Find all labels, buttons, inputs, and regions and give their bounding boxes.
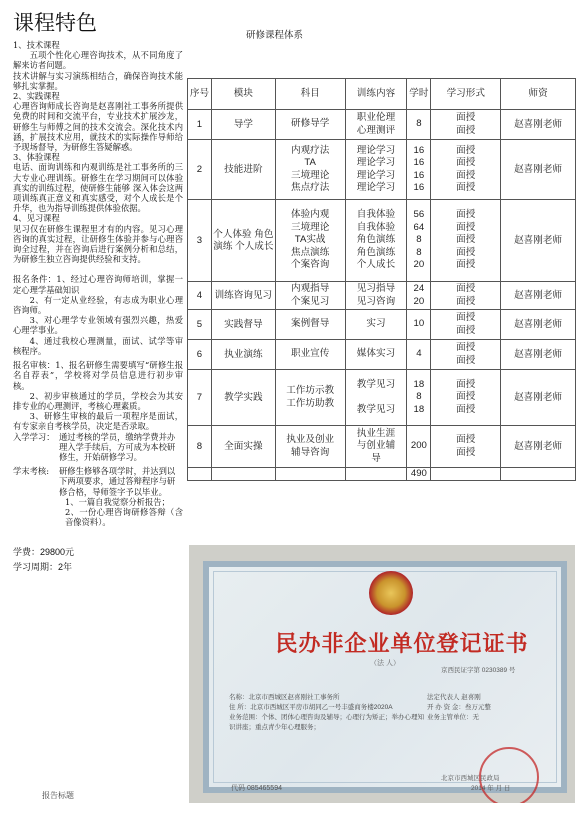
org-address: 住 所：北京市西城区平房市胡同乙一号丰盛商务楼2020A — [229, 704, 393, 711]
cell-subjects: 案例督导 — [275, 310, 345, 340]
table-header-row — [188, 79, 576, 110]
cell-module: 个人体验 角色演练 个人成长 — [211, 200, 275, 282]
cell-subjects: 执业及创业 辅导咨询 — [275, 426, 345, 468]
cell-no: 6 — [188, 340, 212, 370]
curriculum-table — [187, 78, 576, 481]
table-row — [188, 140, 576, 200]
requirement-item: 4、通过我校心理测量，面试、试学等审核程序。 — [13, 335, 183, 356]
registration-certificate-photo — [189, 545, 575, 803]
cell-forms: 面授 面授 面授 面授 — [431, 140, 501, 200]
cell-hours: 18 8 18 — [407, 370, 431, 426]
cell-contents: 自我体验 自我体验 角色演练 角色演练 个人成长 — [345, 200, 407, 282]
cell-hours: 8 — [407, 110, 431, 140]
cell-forms: 面授 面授 面授 — [431, 370, 501, 426]
cell-no: 7 — [188, 370, 212, 426]
section-heading: 3、体验课程 — [13, 152, 60, 163]
table-row — [188, 200, 576, 282]
cell-hours: 24 20 — [407, 282, 431, 310]
header-cell: 科目 — [275, 79, 345, 110]
legal-representative: 法定代表人 赵喜刚 — [427, 694, 481, 701]
table-row — [188, 310, 576, 340]
cell-no: 4 — [188, 282, 212, 310]
requirement-item: 报名条件：1、经过心理咨询师培训，掌握一定心理学基础知识 — [13, 274, 183, 295]
table-row — [188, 370, 576, 426]
header-cell: 训练内容 — [345, 79, 407, 110]
header-cell: 学习形式 — [431, 79, 501, 110]
national-emblem-icon — [369, 571, 413, 615]
graduation-text: 研修生修够各项学时，并达到以下两项要求，通过答辩程序与研修合格，导师签字予以毕业。 — [59, 466, 176, 497]
cell-forms: 面授 面授 面授 面授 面授 — [431, 200, 501, 282]
certificate-title: 民办非企业单位登记证书 — [275, 631, 529, 656]
paragraph: 电话、面询训练和内观训练是社工事务所的三大专业心理训练。研修生在学习期间可以体验真实的训练过程，使研修生能够 深入体会这两项训练真正意义和真实感受，对个人成长是个升华，也为指导训练提供体验依据。 — [13, 162, 183, 214]
tuition-fee: 学费：29800元 — [13, 547, 75, 558]
entry-label: 入学学习： — [13, 431, 55, 442]
table-row — [188, 110, 576, 140]
cell-contents: 实习 — [345, 310, 407, 340]
graduation-requirement: 2、一份心理咨询研修答辩（含音像资料）。 — [65, 506, 183, 528]
cell-teacher: 赵喜刚老师 — [501, 200, 576, 282]
cell-forms: 面授 面授 — [431, 426, 501, 468]
cell-contents: 理论学习 理论学习 理论学习 理论学习 — [345, 140, 407, 200]
cell-subjects: 内观指导 个案见习 — [275, 282, 345, 310]
cell-hours: 10 — [407, 310, 431, 340]
cell-teacher: 赵喜刚老师 — [501, 370, 576, 426]
graduation-label: 学末考核: — [13, 466, 49, 477]
section-heading: 2、实践课程 — [13, 91, 60, 102]
cell-module: 执业演练 — [211, 340, 275, 370]
cell-hours: 200 — [407, 426, 431, 468]
header-cell: 学时 — [407, 79, 431, 110]
total-hours: 490 — [407, 468, 431, 481]
header-cell: 师资 — [501, 79, 576, 110]
audit-item: 3、研修生审核的最后一项程序是面试，有专家亲自考核学员，决定是否录取。 — [13, 411, 183, 432]
cell-forms: 面授 面授 — [431, 310, 501, 340]
cell-forms: 面授 面授 — [431, 340, 501, 370]
cell-module: 实践督导 — [211, 310, 275, 340]
audit-item: 2、初步审核通过的学员，学校会为其安排专业的心理测评，考核心理素质。 — [13, 390, 183, 411]
cell-contents: 媒体实习 — [345, 340, 407, 370]
course-features-column — [13, 10, 183, 572]
requirement-item: 2、有一定从业经验，有志成为职业心理咨询师。 — [13, 294, 183, 316]
cell-module: 技能进阶 — [211, 140, 275, 200]
table-row — [188, 282, 576, 310]
cell-no: 3 — [188, 200, 212, 282]
cell-module: 导学 — [211, 110, 275, 140]
cell-contents: 见习指导 见习咨询 — [345, 282, 407, 310]
study-period: 学习周期：2年 — [13, 561, 73, 572]
table-total-row — [188, 468, 576, 481]
footer-tag: 报告标题 — [42, 791, 74, 800]
registered-capital: 开 办 资 金：叁万元整 — [427, 704, 491, 711]
graduation-requirement: 1、一篇自我觉察分析报告； — [65, 496, 170, 507]
cell-no: 2 — [188, 140, 212, 200]
cell-teacher: 赵喜刚老师 — [501, 310, 576, 340]
cell-subjects: 体验内观 三境理论 TA实战 焦点演练 个案咨询 — [275, 200, 345, 282]
cell-module: 训练咨询见习 — [211, 282, 275, 310]
entry-text: 通过考核的学员，缴纳学费并办理入学手续后，方可成为本校研修生，开始研修学习。 — [59, 431, 176, 462]
table-row — [188, 340, 576, 370]
issuing-authority: 北京市西城区民政局 — [441, 775, 500, 782]
cell-subjects: 内观疗法 TA 三境理论 焦点疗法 — [275, 140, 345, 200]
cell-hours: 56 64 8 8 20 — [407, 200, 431, 282]
cell-no: 1 — [188, 110, 212, 140]
org-name: 名称：北京市西城区赵喜刚社工事务所 — [229, 694, 340, 701]
section-heading: 1、技术课程 — [13, 40, 60, 50]
paragraph: 见习仅在研修生课程里才有的内容。见习心理咨询的真实过程，让研修生体验并参与心理咨询全过程，并在咨询后进行案例分析和总结，为研修生独立咨询提供经验和支持。 — [13, 223, 183, 265]
cell-subjects: 工作坊示教 工作坊助教 — [275, 370, 345, 426]
certificate-subtitle: （法 人） — [370, 660, 400, 667]
cell-teacher: 赵喜刚老师 — [501, 282, 576, 310]
certificate-frame — [203, 561, 567, 793]
cell-teacher: 赵喜刚老师 — [501, 340, 576, 370]
entry-study — [13, 432, 183, 463]
supervising-unit: 业务主管单位：无 — [427, 714, 479, 721]
cell-contents: 教学见习 教学见习 — [345, 370, 407, 426]
cell-no: 8 — [188, 426, 212, 468]
paragraph: 心理咨询师成长咨询是赵喜刚社工事务所提供免费的时间和交流平台，专业技术扩展沙龙，研修生与师傅之间的技术交流会。深化技术内涵，扩展技术应用，就技术的实际操作导师给予现场督导，为研修生答疑解惑。 — [13, 101, 183, 153]
table-row — [188, 426, 576, 468]
audit-item: 报名审核：1、报名研修生需要填写“研修生报名自荐表”，学校将对学员信息进行初步审核。 — [13, 360, 183, 391]
cell-no: 5 — [188, 310, 212, 340]
cell-forms: 面授 面授 — [431, 110, 501, 140]
requirement-item: 3、对心理学专业领域有强烈兴趣，热爱心理学事业。 — [13, 315, 183, 336]
issue-date: 2014 年 月 日 — [471, 785, 511, 792]
graduation-assessment — [13, 466, 183, 497]
table-title: 研修课程体系 — [246, 30, 304, 41]
cell-teacher: 赵喜刚老师 — [501, 110, 576, 140]
paragraph: 技术讲解与实习演练相结合，确保咨询技术能够扎实掌握。 — [13, 70, 183, 91]
business-scope: 业务范围：个体、团体心理咨询及辅导；心理行为矫正；举办心理知识讲座；重点青少年心理服务； — [229, 714, 424, 731]
certificate-right-fields — [427, 693, 567, 723]
header-cell: 序号 — [188, 79, 212, 110]
cell-teacher: 赵喜刚老师 — [501, 140, 576, 200]
cell-hours: 16 16 16 16 — [407, 140, 431, 200]
cell-subjects: 研修导学 — [275, 110, 345, 140]
header-cell: 模块 — [211, 79, 275, 110]
cell-subjects: 职业宣传 — [275, 340, 345, 370]
org-code: 代码 085465594 — [231, 785, 282, 792]
cell-hours: 4 — [407, 340, 431, 370]
cell-contents: 职业伦理 心理测评 — [345, 110, 407, 140]
certificate-left-fields — [229, 693, 429, 733]
paragraph: 五项个性化心理咨询技术，从不同角度了解来访者问题。 — [13, 50, 183, 71]
cell-forms: 面授 面授 — [431, 282, 501, 310]
certificate-number: 京西民证字第 0230389 号 — [441, 667, 516, 674]
cell-teacher: 赵喜刚老师 — [501, 426, 576, 468]
section-heading: 4、见习课程 — [13, 213, 60, 224]
page-title: 课程特色 — [13, 11, 97, 35]
cell-contents: 执业生涯 与创业辅 导 — [345, 426, 407, 468]
cell-module: 教学实践 — [211, 370, 275, 426]
cell-module: 全面实操 — [211, 426, 275, 468]
